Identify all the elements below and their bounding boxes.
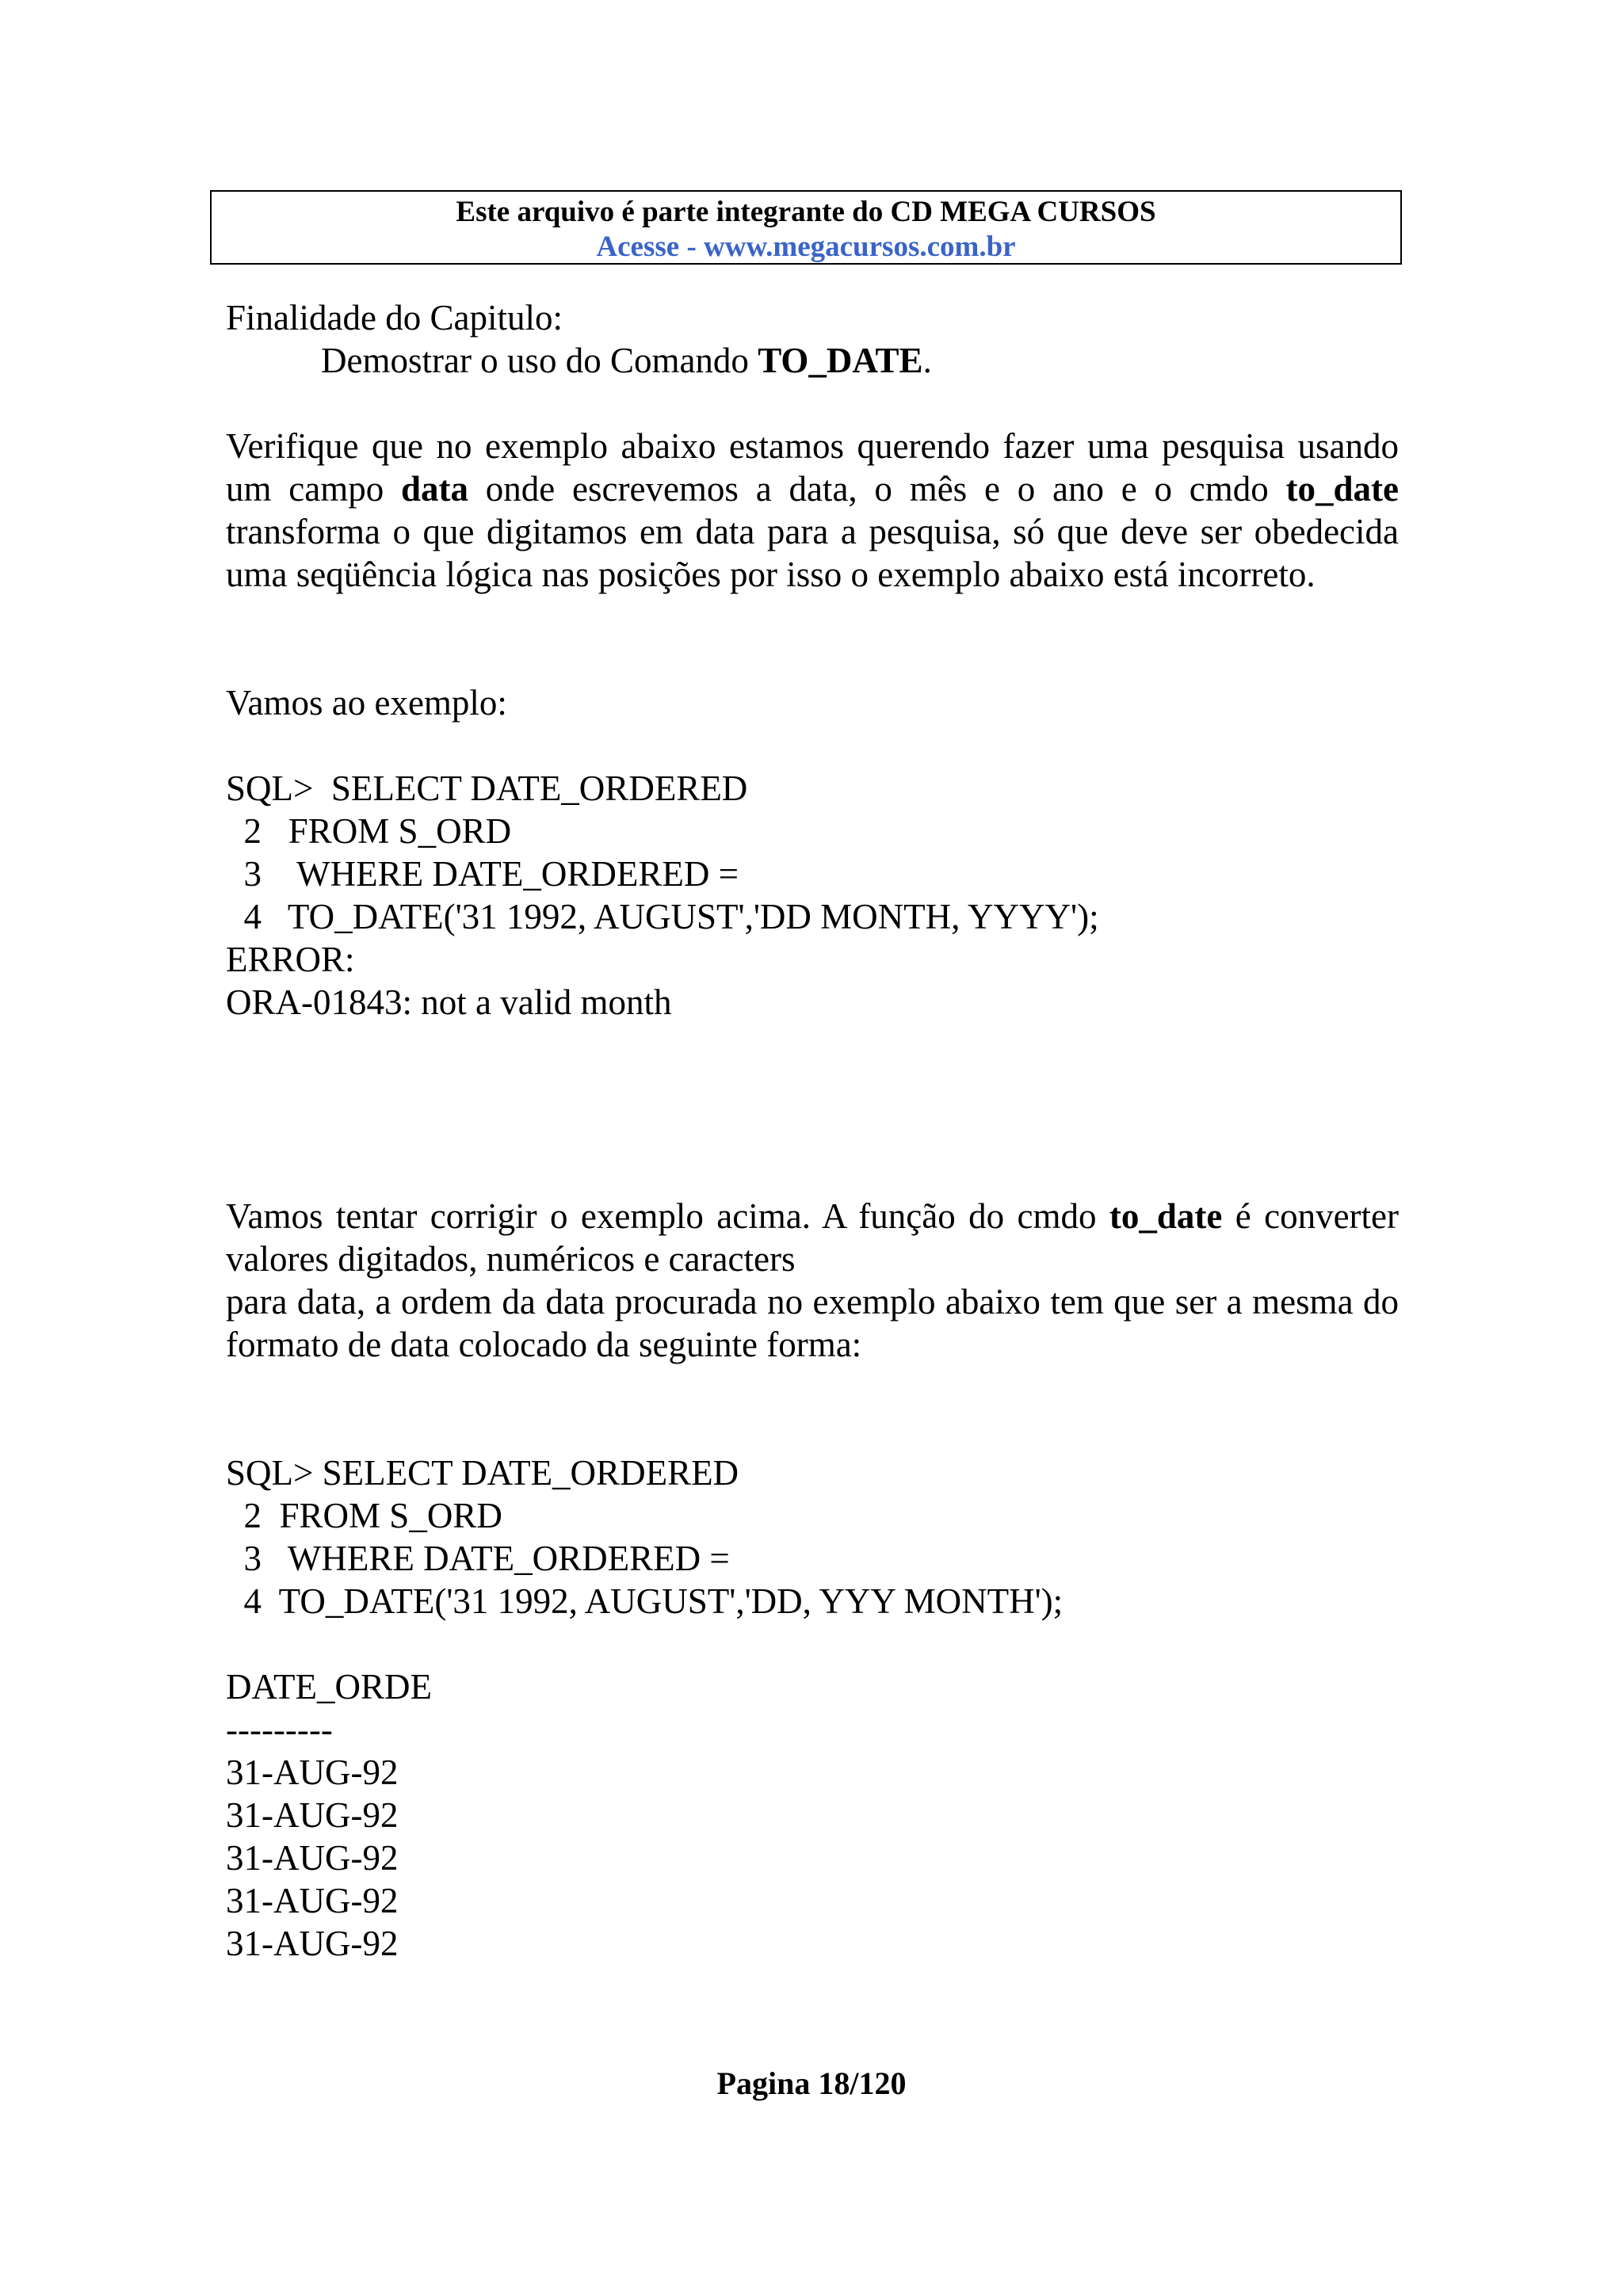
code-block-incorrect — [226, 767, 1399, 1024]
error-message: ORA-01843: not a valid month — [226, 982, 672, 1022]
result-column-header: DATE_ORDE — [226, 1667, 432, 1707]
result-separator: --------- — [226, 1710, 333, 1749]
keyword-to-date: to_date — [1285, 469, 1399, 509]
page-number: Pagina 18/120 — [716, 2065, 907, 2101]
page-content — [226, 296, 1399, 1965]
code-line: 2 FROM S_ORD — [226, 1496, 502, 1535]
paragraph-correction-cont: para data, a ordem da data procurada no exemplo abaixo tem que ser a mesma do formato de data colocado da seguinte forma: — [226, 1282, 1399, 1364]
result-row: 31-AUG-92 — [226, 1753, 399, 1792]
subtitle-suffix: . — [922, 341, 932, 380]
code-line: 3 WHERE DATE_ORDERED = — [226, 1539, 730, 1578]
header-website-link[interactable]: Acesse - www.megacursos.com.br — [596, 231, 1016, 263]
header-title: Este arquivo é parte integrante do CD MEGA CURSOS — [456, 196, 1156, 228]
code-line: 3 WHERE DATE_ORDERED = — [226, 854, 739, 894]
section-title: Finalidade do Capitulo: — [226, 298, 563, 338]
section-subtitle — [226, 339, 1399, 382]
paragraph-intro: Verifique que no exemplo abaixo estamos querendo fazer uma pesquisa usando um campo data onde escrevemos a data, o mês e o ano e o cmdo to_date transforma o que digitamos em data para a pesquisa, só que deve ser obedecida uma seqüência lógica nas posições por isso o exemplo abaixo está incorreto. — [226, 426, 1399, 594]
keyword-data: data — [401, 469, 469, 509]
code-line: 4 TO_DATE('31 1992, AUGUST','DD, YYY MONTH'); — [226, 1581, 1064, 1621]
query-result — [226, 1665, 1399, 1965]
result-row: 31-AUG-92 — [226, 1881, 399, 1920]
code-block-correct — [226, 1451, 1399, 1623]
code-line: 4 TO_DATE('31 1992, AUGUST','DD MONTH, YYYY'); — [226, 897, 1099, 936]
code-line: SQL> SELECT DATE_ORDERED — [226, 1453, 739, 1493]
keyword-to-date: to_date — [1109, 1196, 1223, 1236]
subtitle-command: TO_DATE — [758, 341, 923, 380]
result-row: 31-AUG-92 — [226, 1838, 399, 1878]
paragraph-correction: Vamos tentar corrigir o exemplo acima. A função do cmdo to_date é converter valores digitados, numéricos e caracters — [226, 1196, 1399, 1279]
result-row: 31-AUG-92 — [226, 1924, 399, 1963]
code-line: SQL> SELECT DATE_ORDERED — [226, 769, 748, 808]
error-label: ERROR: — [226, 940, 355, 979]
result-row: 31-AUG-92 — [226, 1795, 399, 1835]
example-intro: Vamos ao exemplo: — [226, 683, 507, 723]
code-line: 2 FROM S_ORD — [226, 811, 512, 851]
document-header — [210, 190, 1402, 265]
subtitle-text: Demostrar o uso do Comando — [321, 341, 758, 380]
